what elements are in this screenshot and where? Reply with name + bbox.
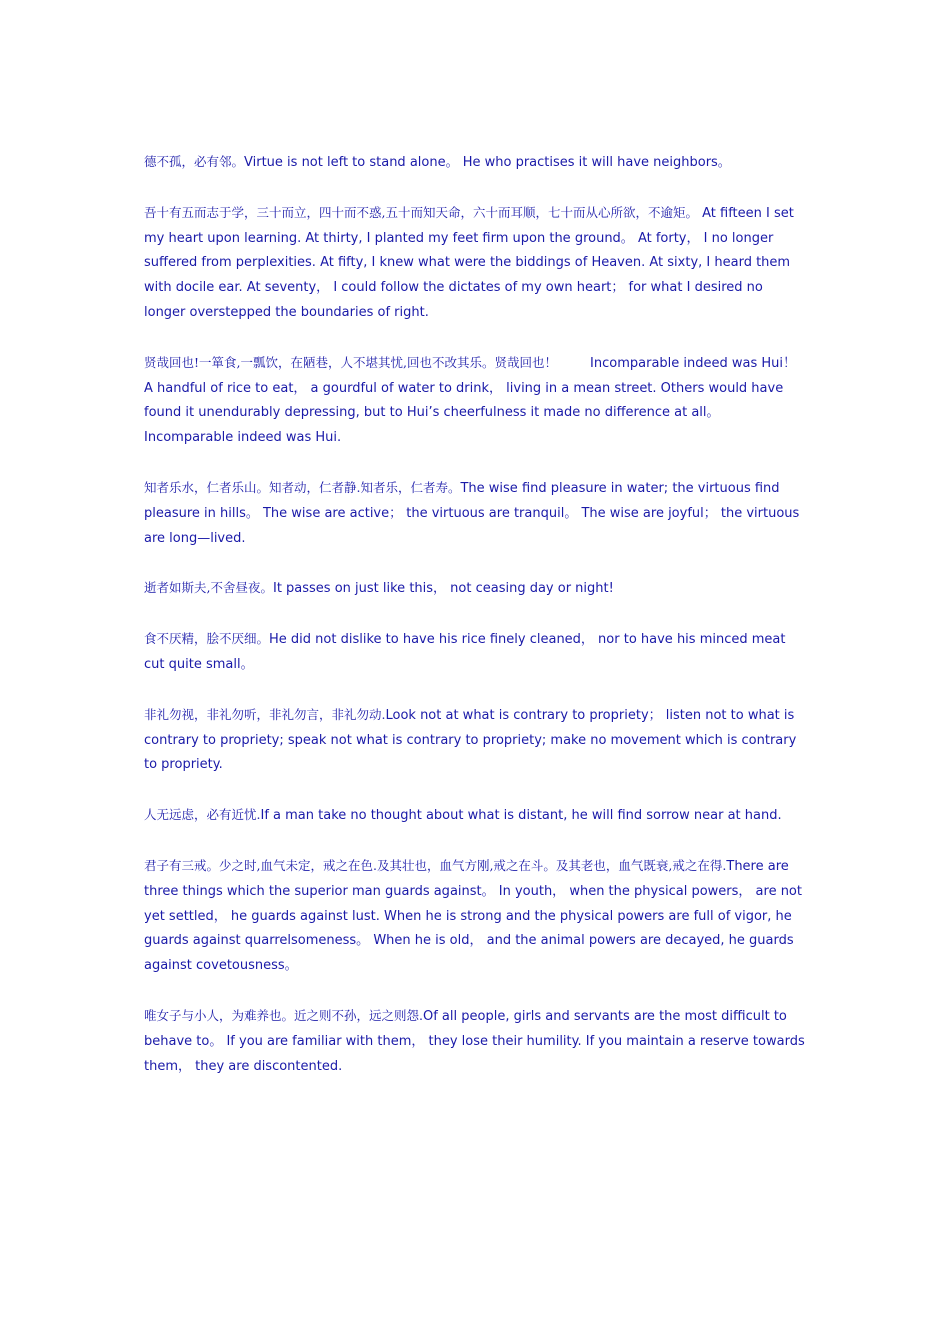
passage-chinese: 食不厌精，脍不厌细。	[144, 631, 270, 647]
passage-servants	[144, 1004, 808, 1079]
passage-chinese: 知者乐水，仁者乐山。知者动，仁者静.知者乐，仁者寿。	[144, 479, 461, 495]
passage-chinese: 德不孤，必有邻。	[144, 154, 245, 169]
passage-rice	[144, 627, 808, 678]
passage-fifteen	[144, 201, 808, 326]
passage-chinese: 君子有三戒。少之时,血气未定，戒之在色.及其壮也，血气方刚,戒之在斗。及其老也，血气既衰,戒之在得.	[144, 857, 727, 873]
passage-chinese: 贤哉回也!一箪食,一瓢饮，在陋巷，人不堪其忧,回也不改其乐。贤哉回也！	[144, 354, 557, 370]
passage-chinese: 非礼勿视，非礼勿听，非礼勿言，非礼勿动.	[144, 706, 386, 722]
passage-english: There are three things which the superior man guards against。 In youth， when the physical powers， are not yet settled， he guards against lust. When he is strong and the physical powers are full of vigor, he guards against quarrelsomeness。 When he is old， and the animal powers are decayed, he guards against covetousness。	[144, 858, 802, 974]
passage-chinese: 人无远虑，必有近忧.	[144, 807, 261, 823]
passage-english: Of all people, girls and servants are the most difficult to behave to。 If you are familiar with them， they lose their humility. If you maintain a reserve towards them， they are discontented.	[144, 1008, 805, 1074]
passage-english: At fifteen I set my heart upon learning. At thirty, I planted my feet firm upon the ground。 At forty， I no longer suffered from perplexities. At fifty, I knew what were the biddings of Heaven. At sixty, I heard them with docile ear. At seventy， I could follow the dictates of my own heart； for what I desired no longer overstepped the boundaries of right.	[144, 205, 794, 320]
passage-hui	[144, 351, 808, 451]
passage-chinese: 唯女子与小人，为难养也。近之则不孙，远之则怨.	[144, 1007, 423, 1023]
passage-thought	[144, 803, 808, 829]
document-body	[144, 150, 808, 1104]
passage-english: If a man take no thought about what is distant, he will find sorrow near at hand.	[260, 808, 782, 824]
passage-english: He did not dislike to have his rice finely cleaned， nor to have his minced meat cut quite small。	[144, 632, 786, 672]
passage-english: It passes on just like this， not ceasing day or night!	[272, 581, 614, 597]
passage-river	[144, 576, 808, 602]
passage-chinese: 逝者如斯夫,不舍昼夜。	[144, 580, 273, 596]
passage-virtue	[144, 150, 808, 176]
passage-three-guards	[144, 854, 808, 979]
passage-wise	[144, 476, 808, 551]
passage-english: Look not at what is contrary to propriety； listen not to what is contrary to propriety; speak not what is contrary to propriety; make no movement which is contrary to propriety.	[144, 707, 797, 773]
passage-propriety	[144, 703, 808, 778]
passage-chinese: 吾十有五而志于学，三十而立，四十而不惑,五十而知天命，六十而耳顺，七十而从心所欲，不逾矩。	[144, 204, 698, 220]
passage-english: The wise find pleasure in water; the virtuous find pleasure in hills。 The wise are active； the virtuous are tranquil。 The wise are joyful； the virtuous are long—lived.	[144, 480, 800, 546]
passage-english: Virtue is not left to stand alone。 He who practises it will have neighbors。	[244, 155, 731, 170]
passage-english: Incomparable indeed was Hui！ A handful of rice to eat， a gourdful of water to drink， living in a mean street. Others would have found it unendurably depressing, but to Hui’s cheerfulness it made no difference at all。 Incomparable indeed was Hui.	[144, 355, 801, 446]
